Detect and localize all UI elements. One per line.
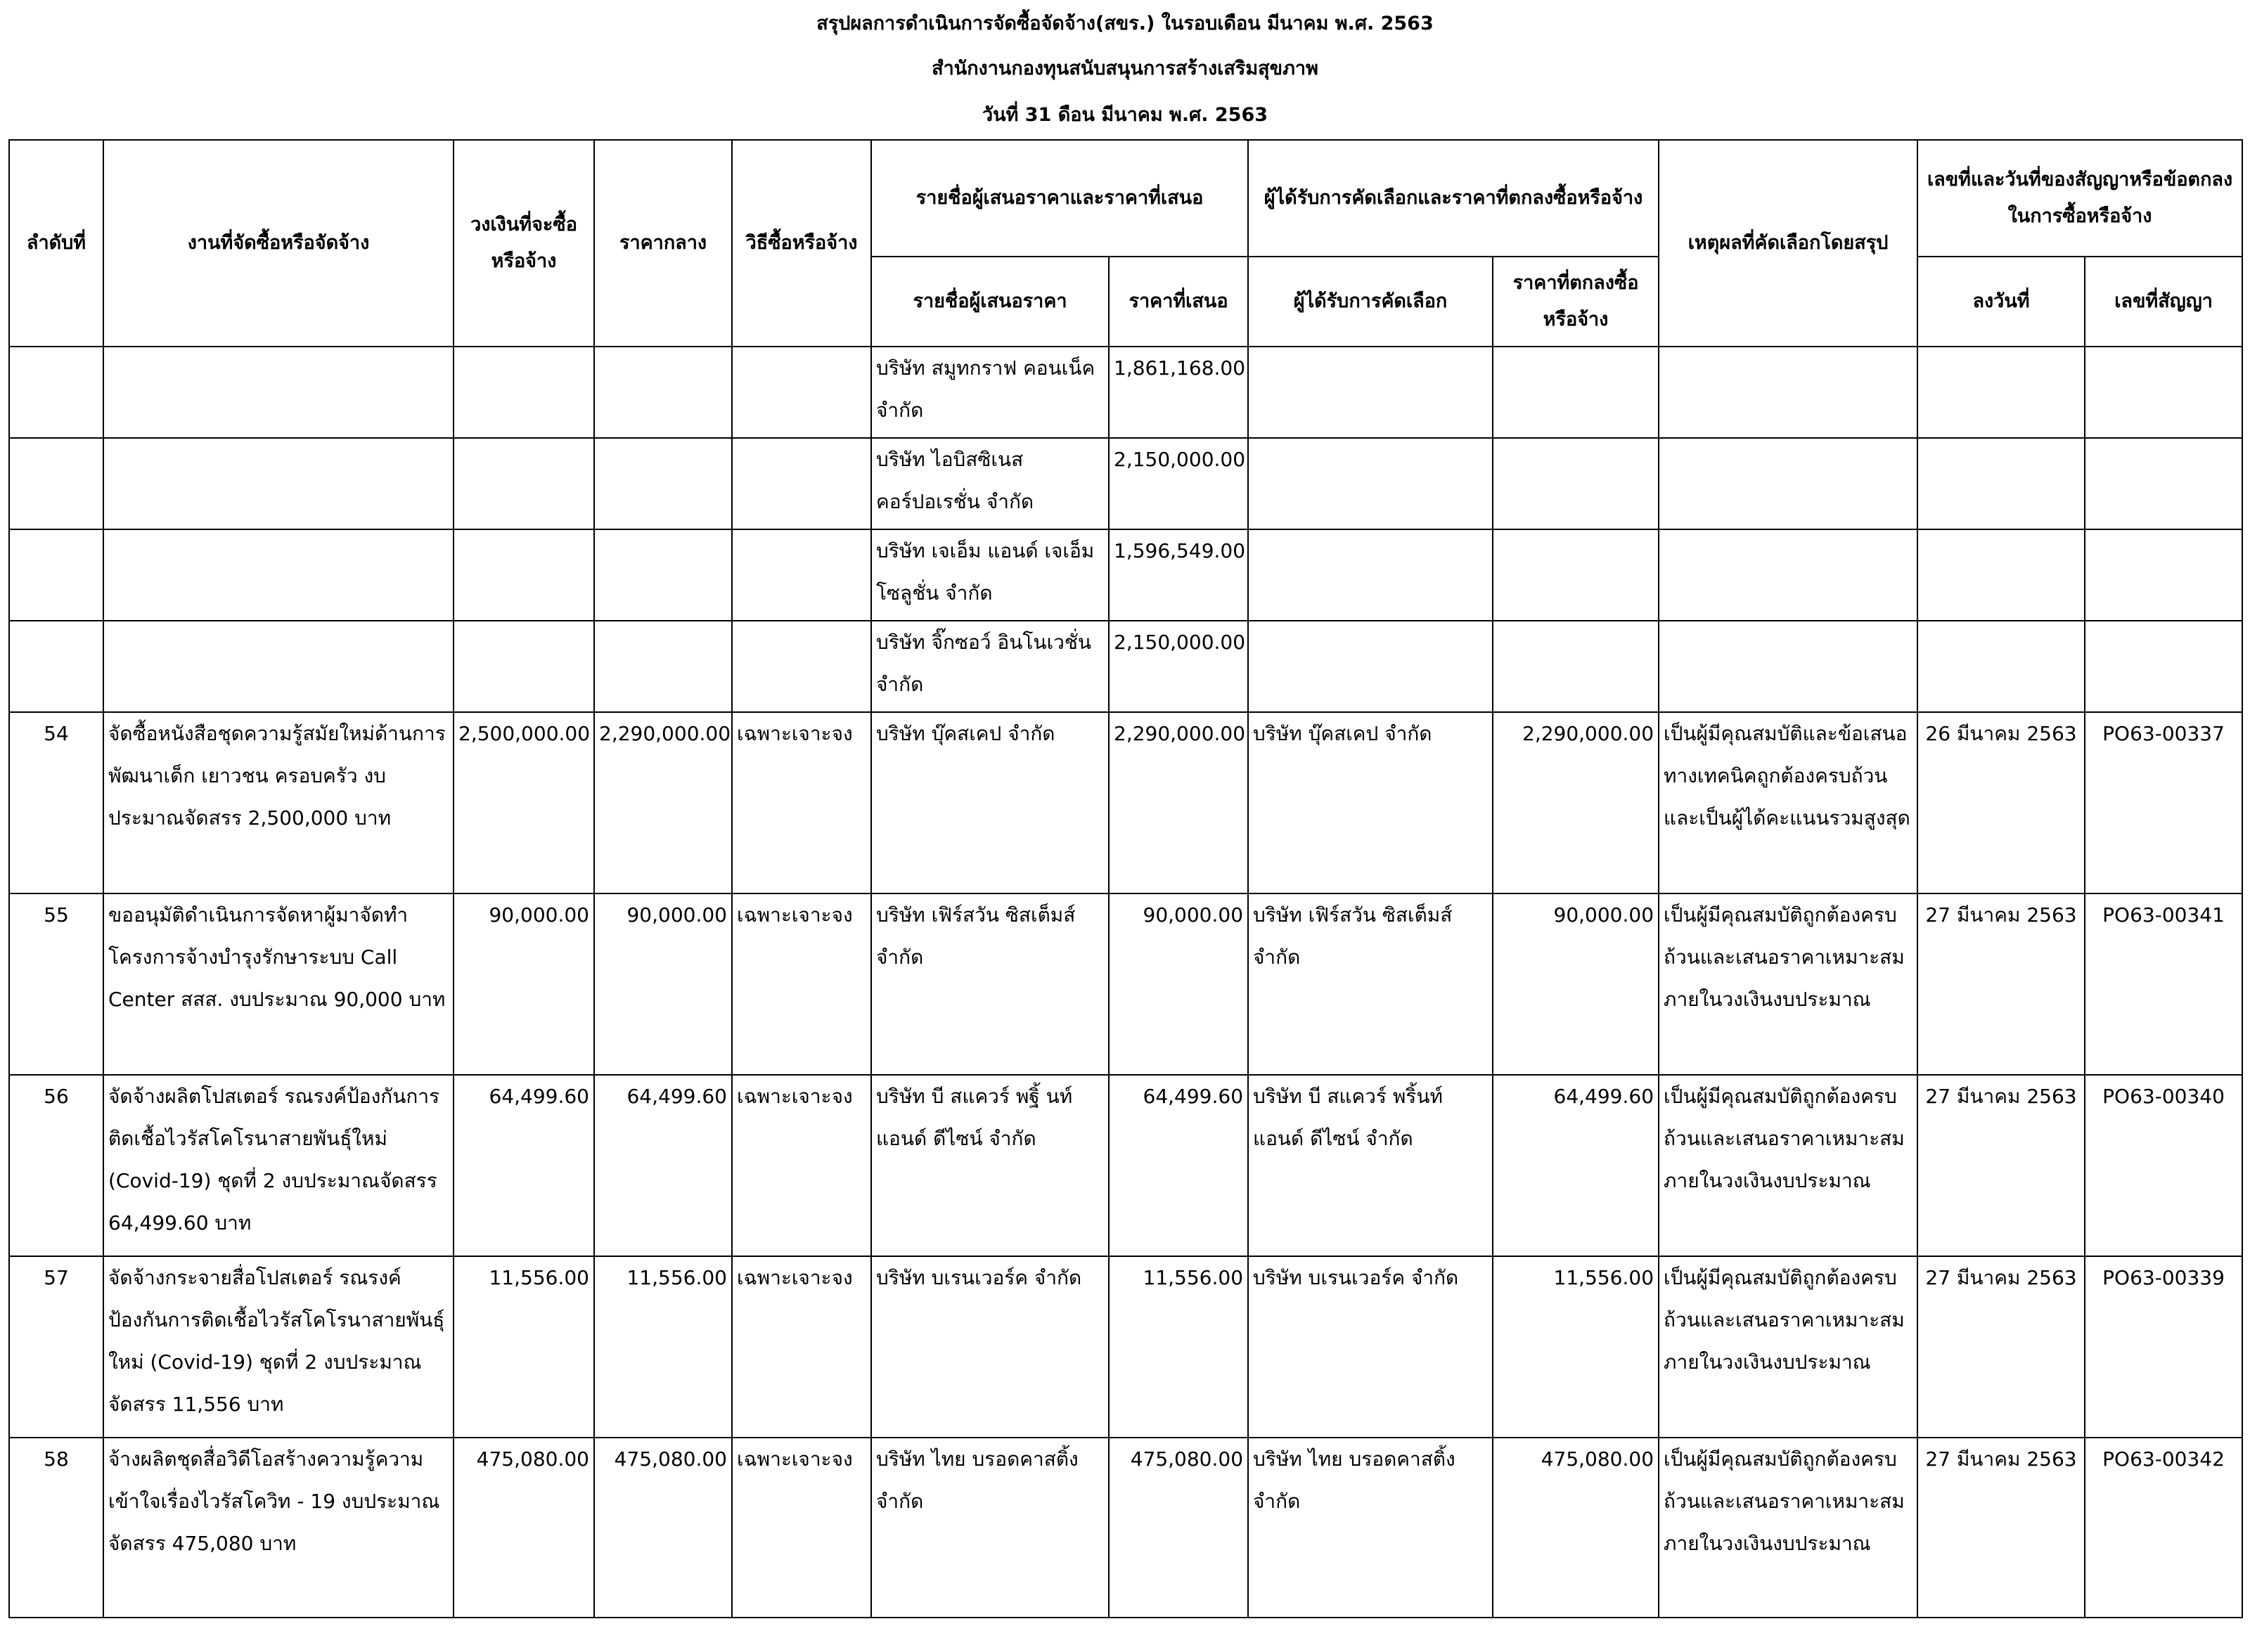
row-sign-date: 27 มีนาคม 2563 xyxy=(1917,1438,2085,1618)
header-contract-no: เลขที่สัญญา xyxy=(2085,257,2242,347)
header-selected-group: ผู้ได้รับการคัดเลือกและราคาที่ตกลงซื้อหรือจ้าง xyxy=(1248,140,1659,257)
row-agreed-price: 11,556.00 xyxy=(1493,1256,1659,1438)
row-bid-price: 90,000.00 xyxy=(1109,893,1248,1075)
header-method: วิธีซื้อหรือจ้าง xyxy=(732,140,871,347)
row-selected-name: บริษัท บี สแควร์ พริ้นท์ แอนด์ ดีไซน์ จำกัด xyxy=(1248,1075,1493,1256)
header-agreed-price: ราคาที่ตกลงซื้อหรือจ้าง xyxy=(1493,257,1659,347)
row-reason: เป็นผู้มีคุณสมบัติถูกต้องครบถ้วนและเสนอราคาเหมาะสมภายในวงเงินงบประมาณ xyxy=(1659,1075,1917,1256)
header-budget: วงเงินที่จะซื้อหรือจ้าง xyxy=(454,140,594,347)
row-seq: 56 xyxy=(9,1075,103,1256)
table-row xyxy=(9,712,2242,893)
row-budget: 475,080.00 xyxy=(454,1438,594,1618)
row-agreed-price: 475,080.00 xyxy=(1493,1438,1659,1618)
bidder-name: บริษัท ไอบิสซิเนส คอร์ปอเรชั่น จำกัด xyxy=(871,438,1109,529)
row-agreed-price: 2,290,000.00 xyxy=(1493,712,1659,893)
bid-price: 2,150,000.00 xyxy=(1109,621,1248,712)
document-title: สรุปผลการดำเนินการจัดซื้อจัดจ้าง(สขร.) ในรอบเดือน มีนาคม พ.ศ. 2563 xyxy=(816,13,1434,34)
bidder-name: บริษัท เจเอ็ม แอนด์ เจเอ็ม โซลูชั่น จำกัด xyxy=(871,529,1109,621)
row-reason: เป็นผู้มีคุณสมบัติถูกต้องครบถ้วนและเสนอราคาเหมาะสมภายในวงเงินงบประมาณ xyxy=(1659,893,1917,1075)
row-bid-price: 11,556.00 xyxy=(1109,1256,1248,1438)
row-seq: 58 xyxy=(9,1438,103,1618)
header-selected-name: ผู้ได้รับการคัดเลือก xyxy=(1248,257,1493,347)
bid-price: 2,150,000.00 xyxy=(1109,438,1248,529)
row-seq: 55 xyxy=(9,893,103,1075)
row-median-price: 90,000.00 xyxy=(594,893,732,1075)
bidder-name: บริษัท สมูทกราฟ คอนเน็ค จำกัด xyxy=(871,347,1109,438)
row-bidder-name: บริษัท เฟิร์สวัน ซิสเต็มส์ จำกัด xyxy=(871,893,1109,1075)
row-bidder-name: บริษัท ไทย บรอดคาสติ้ง จำกัด xyxy=(871,1438,1109,1618)
row-budget: 2,500,000.00 xyxy=(454,712,594,893)
table-row xyxy=(9,893,2242,1075)
row-median-price: 11,556.00 xyxy=(594,1256,732,1438)
row-reason: เป็นผู้มีคุณสมบัติและข้อเสนอทางเทคนิคถูกต้องครบถ้วนและเป็นผู้ได้คะแนนรวมสูงสุด xyxy=(1659,712,1917,893)
table-row xyxy=(9,347,2242,438)
row-method: เฉพาะเจาะจง xyxy=(732,1075,871,1256)
row-bid-price: 64,499.60 xyxy=(1109,1075,1248,1256)
row-bidder-name: บริษัท บี สแควร์ พฐิ้ นท์ แอนด์ ดีไซน์ จำกัด xyxy=(871,1075,1109,1256)
header-work: งานที่จัดซื้อหรือจัดจ้าง xyxy=(103,140,454,347)
row-contract-no: PO63-00342 xyxy=(2085,1438,2242,1618)
table-row xyxy=(9,1438,2242,1618)
row-contract-no: PO63-00337 xyxy=(2085,712,2242,893)
row-method: เฉพาะเจาะจง xyxy=(732,893,871,1075)
row-selected-name: บริษัท เฟิร์สวัน ซิสเต็มส์ จำกัด xyxy=(1248,893,1493,1075)
row-work: จัดจ้างกระจายสื่อโปสเตอร์ รณรงค์ป้องกันการติดเชื้อไวรัสโคโรนาสายพันธุ์ใหม่ (Covid-19) ชุดที่ 2 งบประมาณจัดสรร 11,556 บาท xyxy=(103,1256,454,1438)
row-median-price: 64,499.60 xyxy=(594,1075,732,1256)
row-median-price: 2,290,000.00 xyxy=(594,712,732,893)
row-seq: 54 xyxy=(9,712,103,893)
document-date: วันที่ 31 ดือน มีนาคม พ.ศ. 2563 xyxy=(982,104,1268,126)
row-reason: เป็นผู้มีคุณสมบัติถูกต้องครบถ้วนและเสนอราคาเหมาะสมภายในวงเงินงบประมาณ xyxy=(1659,1438,1917,1618)
table-header-row xyxy=(9,140,2242,257)
row-work: จัดซื้อหนังสือชุดความรู้สมัยใหม่ด้านการพัฒนาเด็ก เยาวชน ครอบครัว งบประมาณจัดสรร 2,500,000 บาท xyxy=(103,712,454,893)
row-contract-no: PO63-00339 xyxy=(2085,1256,2242,1438)
row-budget: 11,556.00 xyxy=(454,1256,594,1438)
header-sign-date: ลงวันที่ xyxy=(1917,257,2085,347)
row-seq: 57 xyxy=(9,1256,103,1438)
row-bidder-name: บริษัท บเรนเวอร์ค จำกัด xyxy=(871,1256,1109,1438)
row-selected-name: บริษัท บเรนเวอร์ค จำกัด xyxy=(1248,1256,1493,1438)
table-row xyxy=(9,1256,2242,1438)
row-work: จ้างผลิตชุดสื่อวิดีโอสร้างความรู้ความเข้าใจเรื่องไวรัสโควิท - 19 งบประมาณจัดสรร 475,080 บาท xyxy=(103,1438,454,1618)
bid-price: 1,861,168.00 xyxy=(1109,347,1248,438)
header-contract-group: เลขที่และวันที่ของสัญญาหรือข้อตกลงในการซื้อหรือจ้าง xyxy=(1917,140,2242,257)
row-bid-price: 475,080.00 xyxy=(1109,1438,1248,1618)
table-row xyxy=(9,438,2242,529)
row-agreed-price: 64,499.60 xyxy=(1493,1075,1659,1256)
row-agreed-price: 90,000.00 xyxy=(1493,893,1659,1075)
row-median-price: 475,080.00 xyxy=(594,1438,732,1618)
header-bidders-group: รายชื่อผู้เสนอราคาและราคาที่เสนอ xyxy=(871,140,1248,257)
row-sign-date: 26 มีนาคม 2563 xyxy=(1917,712,2085,893)
row-budget: 90,000.00 xyxy=(454,893,594,1075)
bidder-name: บริษัท จิ๊กซอว์ อินโนเวชั่น จำกัด xyxy=(871,621,1109,712)
bid-price: 1,596,549.00 xyxy=(1109,529,1248,621)
row-method: เฉพาะเจาะจง xyxy=(732,1438,871,1618)
header-bid-price: ราคาที่เสนอ xyxy=(1109,257,1248,347)
row-bidder-name: บริษัท บุ๊คสเคป จำกัด xyxy=(871,712,1109,893)
header-median-price: ราคากลาง xyxy=(594,140,732,347)
row-selected-name: บริษัท บุ๊คสเคป จำกัด xyxy=(1248,712,1493,893)
table-row xyxy=(9,621,2242,712)
organization-name: สำนักงานกองทุนสนับสนุนการสร้างเสริมสุขภาพ xyxy=(932,58,1318,79)
header-seq: ลำดับที่ xyxy=(9,140,103,347)
row-work: ขออนุมัติดำเนินการจัดหาผู้มาจัดทำโครงการจ้างบำรุงรักษาระบบ Call Center สสส. งบประมาณ 90,000 บาท xyxy=(103,893,454,1075)
header-reason: เหตุผลที่คัดเลือกโดยสรุป xyxy=(1659,140,1917,347)
row-method: เฉพาะเจาะจง xyxy=(732,1256,871,1438)
row-work: จัดจ้างผลิตโปสเตอร์ รณรงค์ป้องกันการติดเชื้อไวรัสโคโรนาสายพันธุ์ใหม่ (Covid-19) ชุดที่ 2 งบประมาณจัดสรร 64,499.60 บาท xyxy=(103,1075,454,1256)
row-contract-no: PO63-00340 xyxy=(2085,1075,2242,1256)
row-sign-date: 27 มีนาคม 2563 xyxy=(1917,1075,2085,1256)
procurement-table xyxy=(8,139,2243,1618)
row-bid-price: 2,290,000.00 xyxy=(1109,712,1248,893)
row-sign-date: 27 มีนาคม 2563 xyxy=(1917,1256,2085,1438)
table-row xyxy=(9,529,2242,621)
table-row xyxy=(9,1075,2242,1256)
row-selected-name: บริษัท ไทย บรอดคาสติ้ง จำกัด xyxy=(1248,1438,1493,1618)
row-sign-date: 27 มีนาคม 2563 xyxy=(1917,893,2085,1075)
row-method: เฉพาะเจาะจง xyxy=(732,712,871,893)
row-reason: เป็นผู้มีคุณสมบัติถูกต้องครบถ้วนและเสนอราคาเหมาะสมภายในวงเงินงบประมาณ xyxy=(1659,1256,1917,1438)
row-contract-no: PO63-00341 xyxy=(2085,893,2242,1075)
row-budget: 64,499.60 xyxy=(454,1075,594,1256)
header-bidder-name: รายชื่อผู้เสนอราคา xyxy=(871,257,1109,347)
